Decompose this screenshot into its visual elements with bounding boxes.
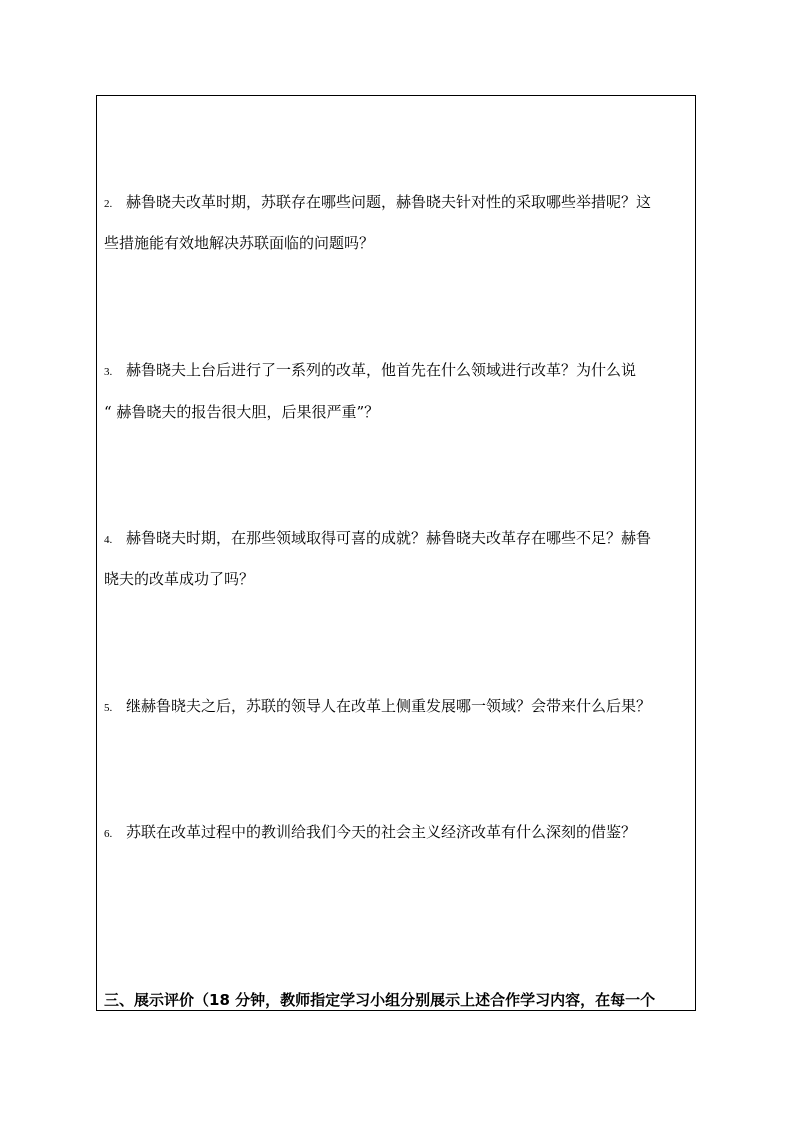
- question-text: 继赫鲁晓夫之后，苏联的领导人在改革上侧重发展哪一领域？会带来什么后果？: [126, 697, 652, 715]
- question-text: 赫鲁晓夫改革时期，苏联存在哪些问题，赫鲁晓夫针对性的采取哪些举措呢？这: [126, 193, 652, 211]
- question-3-line-2: “ 赫鲁晓夫的报告很大胆，后果很严重”？: [104, 403, 380, 421]
- question-3-line-1: [104, 360, 636, 382]
- question-number: 6.: [104, 828, 113, 840]
- question-text: 赫鲁晓夫上台后进行了一系列的改革，他首先在什么领域进行改革？为什么说: [126, 361, 637, 379]
- question-4-line-1: [104, 528, 651, 550]
- question-6-line-1: [104, 822, 636, 844]
- question-text: 赫鲁晓夫时期，在那些领域取得可喜的成就？赫鲁晓夫改革存在哪些不足？赫鲁: [126, 529, 652, 547]
- question-number: 2.: [104, 198, 113, 210]
- question-number: 3.: [104, 366, 113, 378]
- question-2-line-2: 些措施能有效地解决苏联面临的问题吗？: [104, 234, 375, 252]
- question-2-line-1: [104, 192, 651, 214]
- question-number: 4.: [104, 534, 113, 546]
- section-heading: 三、展示评价（18 分钟，教师指定学习小组分别展示上述合作学习内容，在每一个: [104, 991, 656, 1009]
- question-4-line-2: 晓夫的改革成功了吗？: [104, 570, 255, 588]
- question-5-line-1: [104, 696, 651, 718]
- question-number: 5.: [104, 702, 113, 714]
- question-text: 苏联在改革过程中的教训给我们今天的社会主义经济改革有什么深刻的借鉴？: [126, 823, 637, 841]
